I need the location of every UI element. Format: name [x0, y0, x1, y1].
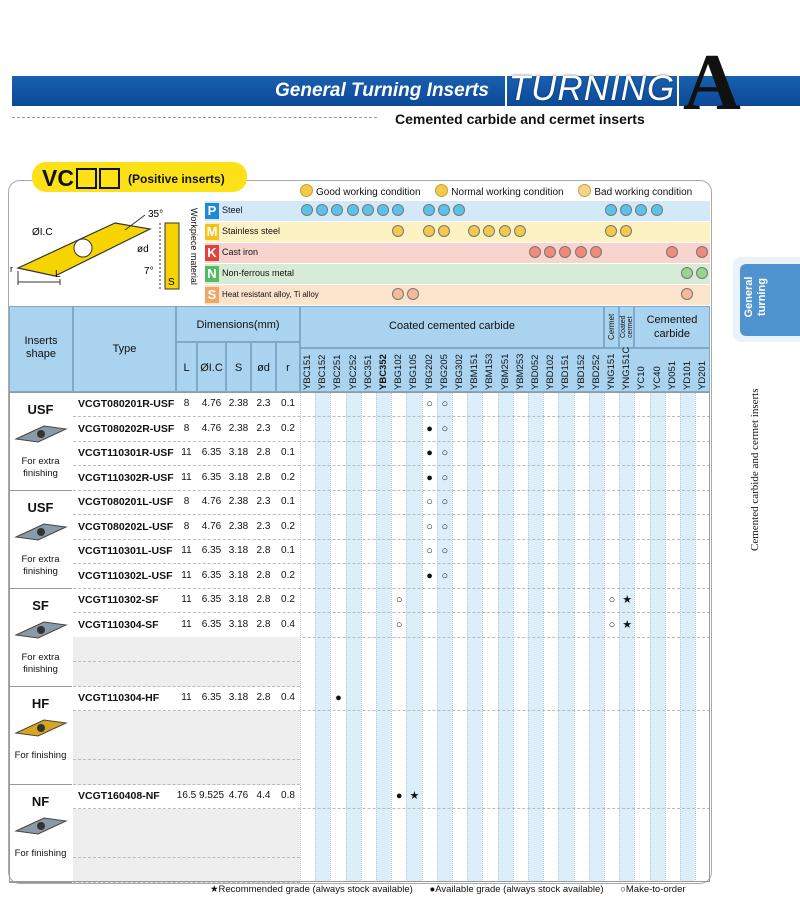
table-row	[73, 441, 710, 466]
grade-mark: ○	[441, 569, 449, 582]
insert-type: VCGT110304-HF	[78, 692, 160, 704]
section-letter: A	[683, 39, 741, 127]
grade-mark: ○	[441, 545, 449, 557]
grade-mark: ●	[426, 471, 433, 484]
dim-value: 0.4	[281, 692, 295, 703]
placeholder-box	[99, 168, 120, 189]
material-label: Cast iron	[222, 247, 259, 257]
insert-group-usf	[9, 490, 72, 589]
dim-value: 2.3	[256, 496, 271, 507]
group-description: For extra finishing	[21, 456, 60, 479]
material-label: Non-ferrous metal	[222, 268, 295, 278]
r-label: r	[10, 264, 13, 274]
grade-header-ybg302: YBG302	[454, 354, 465, 390]
legend-normal	[435, 187, 563, 198]
cermet-header: Cermet	[604, 306, 619, 348]
dim-value: 11	[181, 471, 192, 483]
dim-value: 3.18	[228, 594, 249, 605]
placeholder-box	[76, 168, 97, 189]
table-row	[73, 809, 300, 834]
dim-value	[276, 711, 300, 735]
grade-header-ybc152: YBC152	[317, 354, 329, 390]
group-name: USF	[27, 402, 54, 417]
dim-value: 2.8	[256, 618, 271, 630]
grade-mark: ★	[409, 790, 420, 802]
insert-type: VCGT110302L-USF	[78, 569, 173, 582]
condition-face-icon	[301, 204, 313, 216]
dim-value	[251, 833, 276, 857]
table-row	[73, 490, 710, 515]
grade-header-ybc351: YBC351	[362, 354, 374, 390]
workpiece-row-non-ferrous-metal	[205, 264, 300, 283]
grade-header-yd201: YD201	[697, 360, 709, 390]
grade-mark: ●	[426, 447, 433, 459]
insert-type: VCGT080202R-USF	[78, 422, 175, 435]
grade-mark: ○	[395, 594, 403, 606]
grade-header-ybd151: YBD151	[560, 354, 572, 390]
insert-group-sf	[9, 588, 72, 687]
dim-value: 0.2	[281, 569, 295, 581]
divider	[12, 117, 377, 118]
dim-value: 3.18	[228, 692, 249, 703]
dim-value	[276, 637, 300, 661]
legend-normal-text: Normal working condition	[451, 187, 564, 198]
turning-banner: TURNING	[505, 68, 679, 110]
grade-header-ybc252: YBC252	[347, 354, 359, 390]
dim-header-3: ød	[251, 342, 276, 392]
dim-value: 0.1	[281, 398, 295, 409]
dim-value: 6.35	[201, 618, 222, 630]
grade-header-yd051: YD051	[666, 360, 678, 390]
legend-bad	[578, 187, 692, 198]
insert-photo-icon	[14, 423, 68, 445]
table-row	[73, 711, 300, 736]
grade-mark: ●	[426, 422, 433, 435]
condition-legend	[300, 184, 704, 198]
insert-type: VCGT160408-NF	[78, 790, 160, 802]
legend-available: ●Available grade (always stock available)	[429, 884, 604, 895]
dim-value: 4.76	[201, 520, 222, 532]
insert-type	[75, 858, 179, 882]
dim-value: 6.35	[201, 447, 222, 458]
dim-value: 2.38	[228, 520, 249, 532]
dim-value: 8	[183, 398, 190, 409]
dim-value	[251, 711, 276, 735]
grade-mark: ★	[622, 618, 633, 631]
condition-face-icon	[575, 246, 587, 258]
group-description: For finishing	[14, 848, 67, 859]
dim-value	[176, 760, 197, 784]
insert-type: VCGT110301L-USF	[78, 545, 173, 557]
s-label: S	[168, 277, 175, 288]
condition-face-icon	[438, 225, 450, 237]
dim-value	[197, 711, 226, 735]
insert-group-usf	[9, 392, 72, 491]
condition-face-icon	[605, 204, 617, 216]
dim-value: 3.18	[228, 447, 249, 458]
legend-good-text: Good working condition	[316, 187, 421, 198]
insert-type	[75, 637, 179, 661]
dim-value: 0.2	[281, 422, 295, 434]
dim-value: 6.35	[201, 594, 222, 605]
dim-value: 11	[181, 692, 192, 703]
condition-face-icon	[423, 225, 435, 237]
dim-value: 2.3	[256, 398, 271, 409]
table-row	[73, 858, 300, 883]
condition-face-icon	[666, 246, 678, 258]
dim-value: 11	[181, 594, 192, 605]
insert-photo-icon	[14, 521, 68, 543]
grade-header-ybg102: YBG102	[393, 354, 405, 390]
grade-mark: ●	[426, 569, 433, 582]
dim-value	[176, 637, 197, 661]
dim-value	[226, 735, 251, 759]
workpiece-row-stainless-steel	[205, 222, 300, 241]
dim-value: 16.5	[176, 790, 197, 801]
insert-diagram	[10, 205, 188, 300]
dim-value	[176, 662, 197, 686]
table-row	[73, 417, 710, 442]
dim-value: 3.18	[228, 545, 249, 556]
product-code	[42, 165, 120, 191]
dim-value: 4.76	[201, 496, 222, 507]
grade-mark: ○	[426, 520, 433, 533]
insert-type	[75, 833, 179, 857]
grade-header-yc10: YC10	[636, 366, 648, 390]
insert-photo-icon	[14, 717, 68, 739]
dim-value: 0.1	[281, 545, 295, 556]
table-row	[73, 392, 710, 417]
dim-value: 8	[183, 496, 190, 507]
dim-value	[251, 637, 276, 661]
grade-mark: ○	[441, 496, 449, 508]
material-letter-icon: M	[206, 223, 218, 239]
insert-type	[75, 760, 179, 784]
dim-value: 2.8	[256, 545, 271, 556]
dim-value: 8	[183, 520, 190, 532]
grade-header-ybm253: YBM253	[514, 353, 526, 390]
grade-header-ybg105: YBG105	[408, 354, 420, 390]
insert-type: VCGT080201R-USF	[78, 398, 175, 410]
insert-photo-icon	[14, 619, 68, 641]
insert-hole	[74, 239, 92, 257]
dim-value	[226, 833, 251, 857]
condition-face-icon	[681, 267, 693, 279]
grade-header-yd101: YD101	[682, 360, 693, 390]
dim-value	[276, 735, 300, 759]
dim-value: 2.8	[256, 569, 271, 581]
dim-value	[276, 809, 300, 833]
side-tab-label: General turning	[743, 276, 768, 318]
dim-value	[226, 711, 251, 735]
dim-value	[197, 637, 226, 661]
frown-icon	[578, 184, 591, 197]
dim-value: 0.8	[281, 790, 295, 801]
dim-value: 6.35	[201, 569, 222, 581]
group-description: For extra finishing	[21, 554, 60, 577]
insert-type	[75, 735, 179, 759]
dim-value: 4.76	[201, 398, 222, 409]
material-label: Steel	[222, 205, 243, 215]
condition-face-icon	[362, 204, 374, 216]
cemented-carbide-header: Cemented carbide	[634, 306, 710, 348]
dim-value	[197, 809, 226, 833]
dim-value	[251, 858, 276, 882]
insert-type: VCGT110302R-USF	[78, 471, 174, 484]
page-subtitle: Cemented carbide and cermet inserts	[395, 111, 645, 127]
group-name: HF	[31, 696, 50, 711]
grade-header-ybc352: YBC352	[378, 354, 389, 390]
group-name: SF	[32, 598, 49, 613]
table-row	[73, 515, 710, 540]
neutral-face-icon	[435, 184, 448, 197]
table-row	[73, 539, 710, 564]
dim-value: 2.38	[228, 398, 249, 409]
legend-make-to-order: ○Make-to-order	[620, 884, 686, 895]
dim-value: 0.4	[281, 618, 295, 630]
grade-mark: ○	[395, 618, 403, 631]
grade-header-ybm151: YBM151	[469, 353, 481, 390]
table-row	[73, 564, 710, 589]
grade-header-ybg202: YBG202	[423, 354, 435, 390]
grade-header-yng151: YNG151	[606, 353, 617, 390]
dim-value: 2.3	[256, 422, 271, 434]
dim-value: 6.35	[201, 545, 222, 556]
footer-legend	[210, 884, 700, 895]
dim-value	[197, 662, 226, 686]
dim-value	[226, 662, 251, 686]
condition-face-icon	[423, 204, 435, 216]
insert-type	[75, 711, 179, 735]
grade-mark: ○	[608, 594, 616, 606]
dim-value: 11	[181, 618, 192, 630]
dim-value	[176, 858, 197, 882]
dim-value: 2.38	[228, 496, 249, 507]
dim-value: 0.1	[281, 447, 295, 458]
col-type-header: Type	[73, 306, 176, 392]
dim-value	[276, 760, 300, 784]
table-row	[73, 637, 300, 662]
dim-value: 4.76	[201, 422, 222, 434]
legend-recommended: ★Recommended grade (always stock available)	[210, 884, 413, 895]
workpiece-heading: Workpiece material	[189, 208, 199, 285]
dim-value	[226, 809, 251, 833]
workpiece-row-cast-iron	[205, 243, 300, 262]
grade-mark: ○	[426, 545, 433, 557]
table-row	[73, 735, 300, 760]
angle-label: 35°	[148, 209, 164, 220]
material-label: Stainless steel	[222, 226, 281, 236]
coated-cermet-header: Coated cermet	[619, 306, 634, 348]
dim-value: 11	[181, 447, 192, 458]
dim-value	[251, 809, 276, 833]
grade-mark: ○	[608, 618, 616, 631]
dim-value: 4.4	[256, 790, 271, 801]
grade-mark: ○	[441, 398, 449, 410]
dim-value	[276, 858, 300, 882]
dim-value: 11	[181, 545, 192, 556]
dim-header-1: ØI.C	[197, 342, 226, 392]
table-row	[73, 686, 710, 711]
dim-value: 2.38	[228, 422, 249, 434]
grade-mark: ●	[335, 692, 342, 704]
insert-type: VCGT080202L-USF	[78, 520, 174, 533]
condition-face-icon	[453, 204, 465, 216]
grade-header-ybg205: YBG205	[438, 354, 450, 390]
product-code-text: VC	[42, 165, 74, 191]
dim-value	[176, 711, 197, 735]
workpiece-row-heat-resistant-alloy-ti-alloy	[205, 285, 319, 304]
insert-group-hf	[9, 686, 72, 785]
condition-face-icon	[651, 204, 663, 216]
smile-icon	[300, 184, 313, 197]
coated-carbide-header: Coated cemented carbide	[300, 306, 604, 348]
dim-value: 0.1	[281, 496, 295, 507]
insert-type	[75, 809, 179, 833]
dim-value	[226, 760, 251, 784]
insert-photo-icon	[14, 815, 68, 837]
dim-value: 2.8	[256, 447, 271, 458]
dim-value: 2.8	[256, 594, 271, 605]
dim-value: 0.2	[281, 471, 295, 483]
dim-value: 2.8	[256, 471, 271, 483]
insert-group-nf	[9, 784, 72, 883]
grade-header-ybd102: YBD102	[545, 354, 557, 390]
grade-mark: ○	[441, 471, 449, 484]
dim-value: 9.525	[198, 790, 225, 801]
dim-value: 3.18	[228, 471, 249, 483]
l-label: L	[55, 269, 61, 280]
dim-value	[197, 858, 226, 882]
dim-value	[176, 809, 197, 833]
condition-face-icon	[377, 204, 389, 216]
insert-type: VCGT110302-SF	[78, 594, 159, 606]
legend-good	[300, 187, 421, 198]
dim-value: 0.2	[281, 520, 295, 532]
dim-header-0: L	[176, 342, 197, 392]
condition-face-icon	[514, 225, 526, 237]
grade-mark: ○	[441, 520, 449, 533]
group-description: For extra finishing	[21, 652, 60, 675]
insert-type	[75, 662, 179, 686]
group-name: USF	[27, 500, 54, 515]
dim-value	[197, 735, 226, 759]
side-vertical-text: Cemented carbide and cermet inserts	[749, 388, 761, 551]
grade-header-ybc251: YBC251	[332, 354, 344, 390]
dim-value: 6.35	[201, 692, 222, 703]
table-row	[73, 662, 300, 687]
product-description: (Positive inserts)	[128, 172, 225, 186]
col-shape-header: Inserts shape	[9, 306, 73, 392]
page-title: General Turning Inserts	[275, 80, 489, 101]
dim-value: 3.18	[228, 569, 249, 581]
grade-mark: ★	[622, 594, 633, 606]
grade-mark: ○	[441, 422, 449, 435]
group-description: For finishing	[14, 750, 67, 761]
condition-face-icon	[347, 204, 359, 216]
group-name: NF	[31, 794, 50, 809]
d-label: ød	[137, 244, 149, 255]
insert-type: VCGT110301R-USF	[78, 447, 174, 459]
dim-value	[197, 833, 226, 857]
condition-face-icon	[590, 246, 602, 258]
dim-value: 6.35	[201, 471, 222, 483]
grade-header-ybm153: YBM153	[484, 353, 496, 390]
grade-header-ybc151: YBC151	[302, 354, 313, 390]
grade-header-ybd052: YBD052	[530, 354, 541, 390]
grade-mark: ○	[426, 398, 433, 410]
dim-value: 0.2	[281, 594, 295, 605]
grade-mark: ○	[441, 447, 449, 459]
dim-value	[276, 662, 300, 686]
table-row	[73, 466, 710, 491]
dim-value	[251, 662, 276, 686]
insert-type: VCGT110304-SF	[78, 618, 159, 631]
insert-type: VCGT080201L-USF	[78, 496, 174, 508]
col-dimensions-header: Dimensions(mm)	[176, 306, 300, 342]
material-letter-icon: S	[205, 287, 219, 303]
dim-value	[251, 735, 276, 759]
dim-value	[226, 858, 251, 882]
grade-header-ybd252: YBD252	[590, 354, 602, 390]
dim-value: 2.8	[256, 692, 271, 703]
dim-value	[197, 760, 226, 784]
material-letter-icon: P	[205, 203, 219, 219]
dim-value: 11	[181, 569, 192, 581]
grade-header-ybd152: YBD152	[575, 354, 587, 390]
dim-value	[176, 735, 197, 759]
ic-label: ØI.C	[32, 227, 53, 238]
condition-face-icon	[438, 204, 450, 216]
grade-mark: ○	[426, 496, 433, 508]
table-row	[73, 833, 300, 858]
material-letter-icon: K	[205, 245, 219, 261]
grade-header-yng151c: YNG151C	[621, 346, 633, 390]
grade-mark: ●	[395, 790, 403, 802]
material-letter-icon: N	[205, 266, 219, 282]
condition-face-icon	[681, 288, 693, 300]
dim-header-2: S	[226, 342, 251, 392]
dim-value	[226, 637, 251, 661]
workpiece-row-steel	[205, 201, 300, 220]
condition-face-icon	[529, 246, 541, 258]
condition-face-icon	[499, 225, 511, 237]
dim-value: 8	[183, 422, 190, 434]
angle2-label: 7°	[144, 266, 154, 277]
dim-value: 3.18	[228, 618, 249, 630]
dim-header-4: r	[276, 342, 300, 392]
dim-value: 4.76	[228, 790, 249, 801]
dim-value	[276, 833, 300, 857]
material-label: Heat resistant alloy, Ti alloy	[222, 290, 319, 299]
dim-value	[176, 833, 197, 857]
legend-bad-text: Bad working condition	[594, 187, 693, 198]
grade-header-yc40: YC40	[651, 366, 663, 390]
grade-header-ybm251: YBM251	[499, 353, 511, 390]
condition-face-icon	[605, 225, 617, 237]
dim-value	[251, 760, 276, 784]
dim-value: 2.3	[256, 520, 271, 532]
table-row	[73, 760, 300, 785]
